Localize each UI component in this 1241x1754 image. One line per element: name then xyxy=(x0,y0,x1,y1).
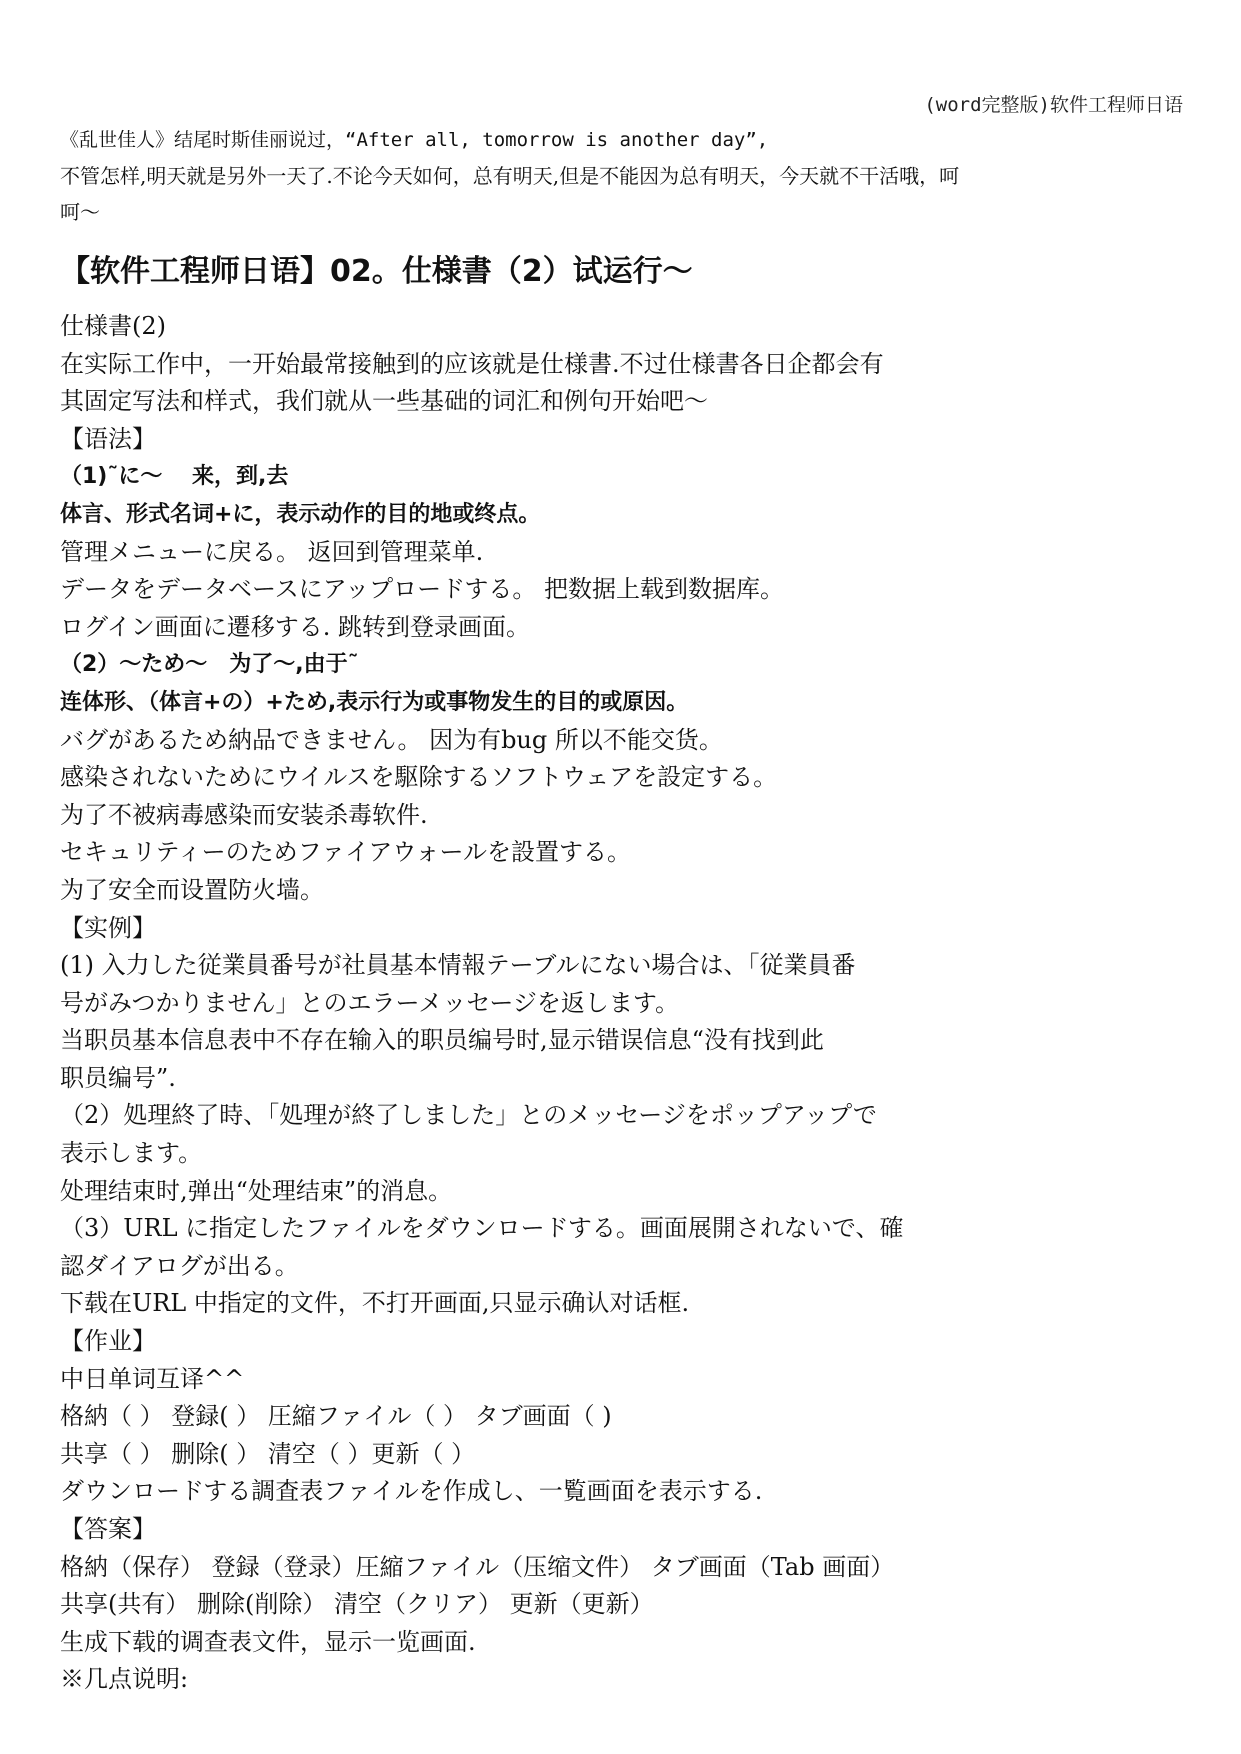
body-line: 共享（ ） 删除( ） 清空（ ）更新（ ） xyxy=(60,1439,476,1468)
body-line: (1) 入力した従業員番号が社員基本情報テーブルにない場合は、「従業員番 xyxy=(60,951,856,980)
body-line: 职员编号”. xyxy=(60,1063,176,1092)
body-line: 处理结束时,弹出“处理结束”的消息。 xyxy=(60,1176,453,1205)
body-line: 号がみつかりません」とのエラーメッセージを返します。 xyxy=(60,988,679,1017)
body-line: 当职员基本信息表中不存在输入的职员编号时,显示错误信息“没有找到此 xyxy=(60,1026,824,1055)
intro-line: 呵～ xyxy=(60,200,100,224)
body-line: 其固定写法和样式，我们就从一些基础的词汇和例句开始吧～ xyxy=(60,387,708,416)
body-line: 仕様書(2) xyxy=(60,312,166,340)
body-line: 下载在URL 中指定的文件，不打开画面,只显示确认对话框. xyxy=(60,1289,690,1318)
article-body xyxy=(60,308,1180,1699)
body-line: 感染されないためにウイルスを駆除するソフトウェアを設定する。 xyxy=(60,763,778,792)
body-line-bold: （2）～ため～ 为了～,由于˜ xyxy=(60,652,359,678)
body-line: 表示します。 xyxy=(60,1139,203,1168)
article-title: 【软件工程师日语】02。仕様書（2）试运行～ xyxy=(60,254,693,289)
body-line: 为了不被病毒感染而安装杀毒软件. xyxy=(60,800,428,829)
body-line-bold: 体言、形式名词+に，表示动作的目的地或终点。 xyxy=(60,501,541,527)
body-line: 生成下载的调查表文件，显示一览画面. xyxy=(60,1627,476,1656)
body-line: （3）URL に指定したファイルをダウンロードする。画面展開されないで、確 xyxy=(60,1214,904,1243)
body-line: 認ダイアログが出る。 xyxy=(60,1251,299,1280)
body-line: データをデータベースにアップロードする。 把数据上载到数据库。 xyxy=(60,575,785,604)
intro-line: 《乱世佳人》结尾时斯佳丽说过，“After all, tomorrow is another day”, xyxy=(60,129,769,151)
body-line: 中日单词互译^^ xyxy=(60,1364,245,1393)
body-line: 【答案】 xyxy=(60,1515,156,1543)
body-line: 共享(共有） 删除(削除） 清空（クリア） 更新（更新） xyxy=(60,1590,654,1619)
body-line: 为了安全而设置防火墙。 xyxy=(60,875,324,904)
body-line-bold: （1)˜に～ 来，到,去 xyxy=(60,464,289,490)
body-line: ※几点说明: xyxy=(60,1665,189,1694)
body-line: 【语法】 xyxy=(60,424,156,453)
body-line-bold: 连体形、（体言+の）+ため,表示行为或事物发生的目的或原因。 xyxy=(60,689,689,715)
body-line: 格納（保存） 登録（登录）圧縮ファイル（压缩文件） タブ画面（Tab 画面） xyxy=(60,1552,895,1581)
body-line: セキュリティーのためファイアウォールを設置する。 xyxy=(60,838,631,867)
body-line: 管理メニューに戻る。 返回到管理菜单. xyxy=(60,537,484,566)
body-line: バグがあるため納品できません。 因为有bug 所以不能交货。 xyxy=(60,725,723,754)
body-line: 在实际工作中，一开始最常接触到的应该就是仕様書.不过仕様書各日企都会有 xyxy=(60,349,884,378)
body-line: 格納（ ） 登録( ） 圧縮ファイル（ ） タブ画面（ ) xyxy=(60,1402,612,1431)
body-line: 【作业】 xyxy=(60,1327,156,1356)
body-line: ダウンロードする調査表ファイルを作成し、一覧画面を表示する. xyxy=(60,1477,763,1506)
body-line: （2）処理終了時、「処理が終了しました」とのメッセージをポップアップで xyxy=(60,1101,877,1130)
intro-line: 不管怎样,明天就是另外一天了.不论今天如何，总有明天,但是不能因为总有明天，今天就不干活哦，呵 xyxy=(60,164,960,188)
body-line: ログイン画面に遷移する. 跳转到登录画面。 xyxy=(60,612,531,641)
body-line: 【实例】 xyxy=(60,913,156,942)
page-header: (word完整版)软件工程师日语 xyxy=(924,94,1183,116)
intro-paragraph xyxy=(60,122,1180,230)
